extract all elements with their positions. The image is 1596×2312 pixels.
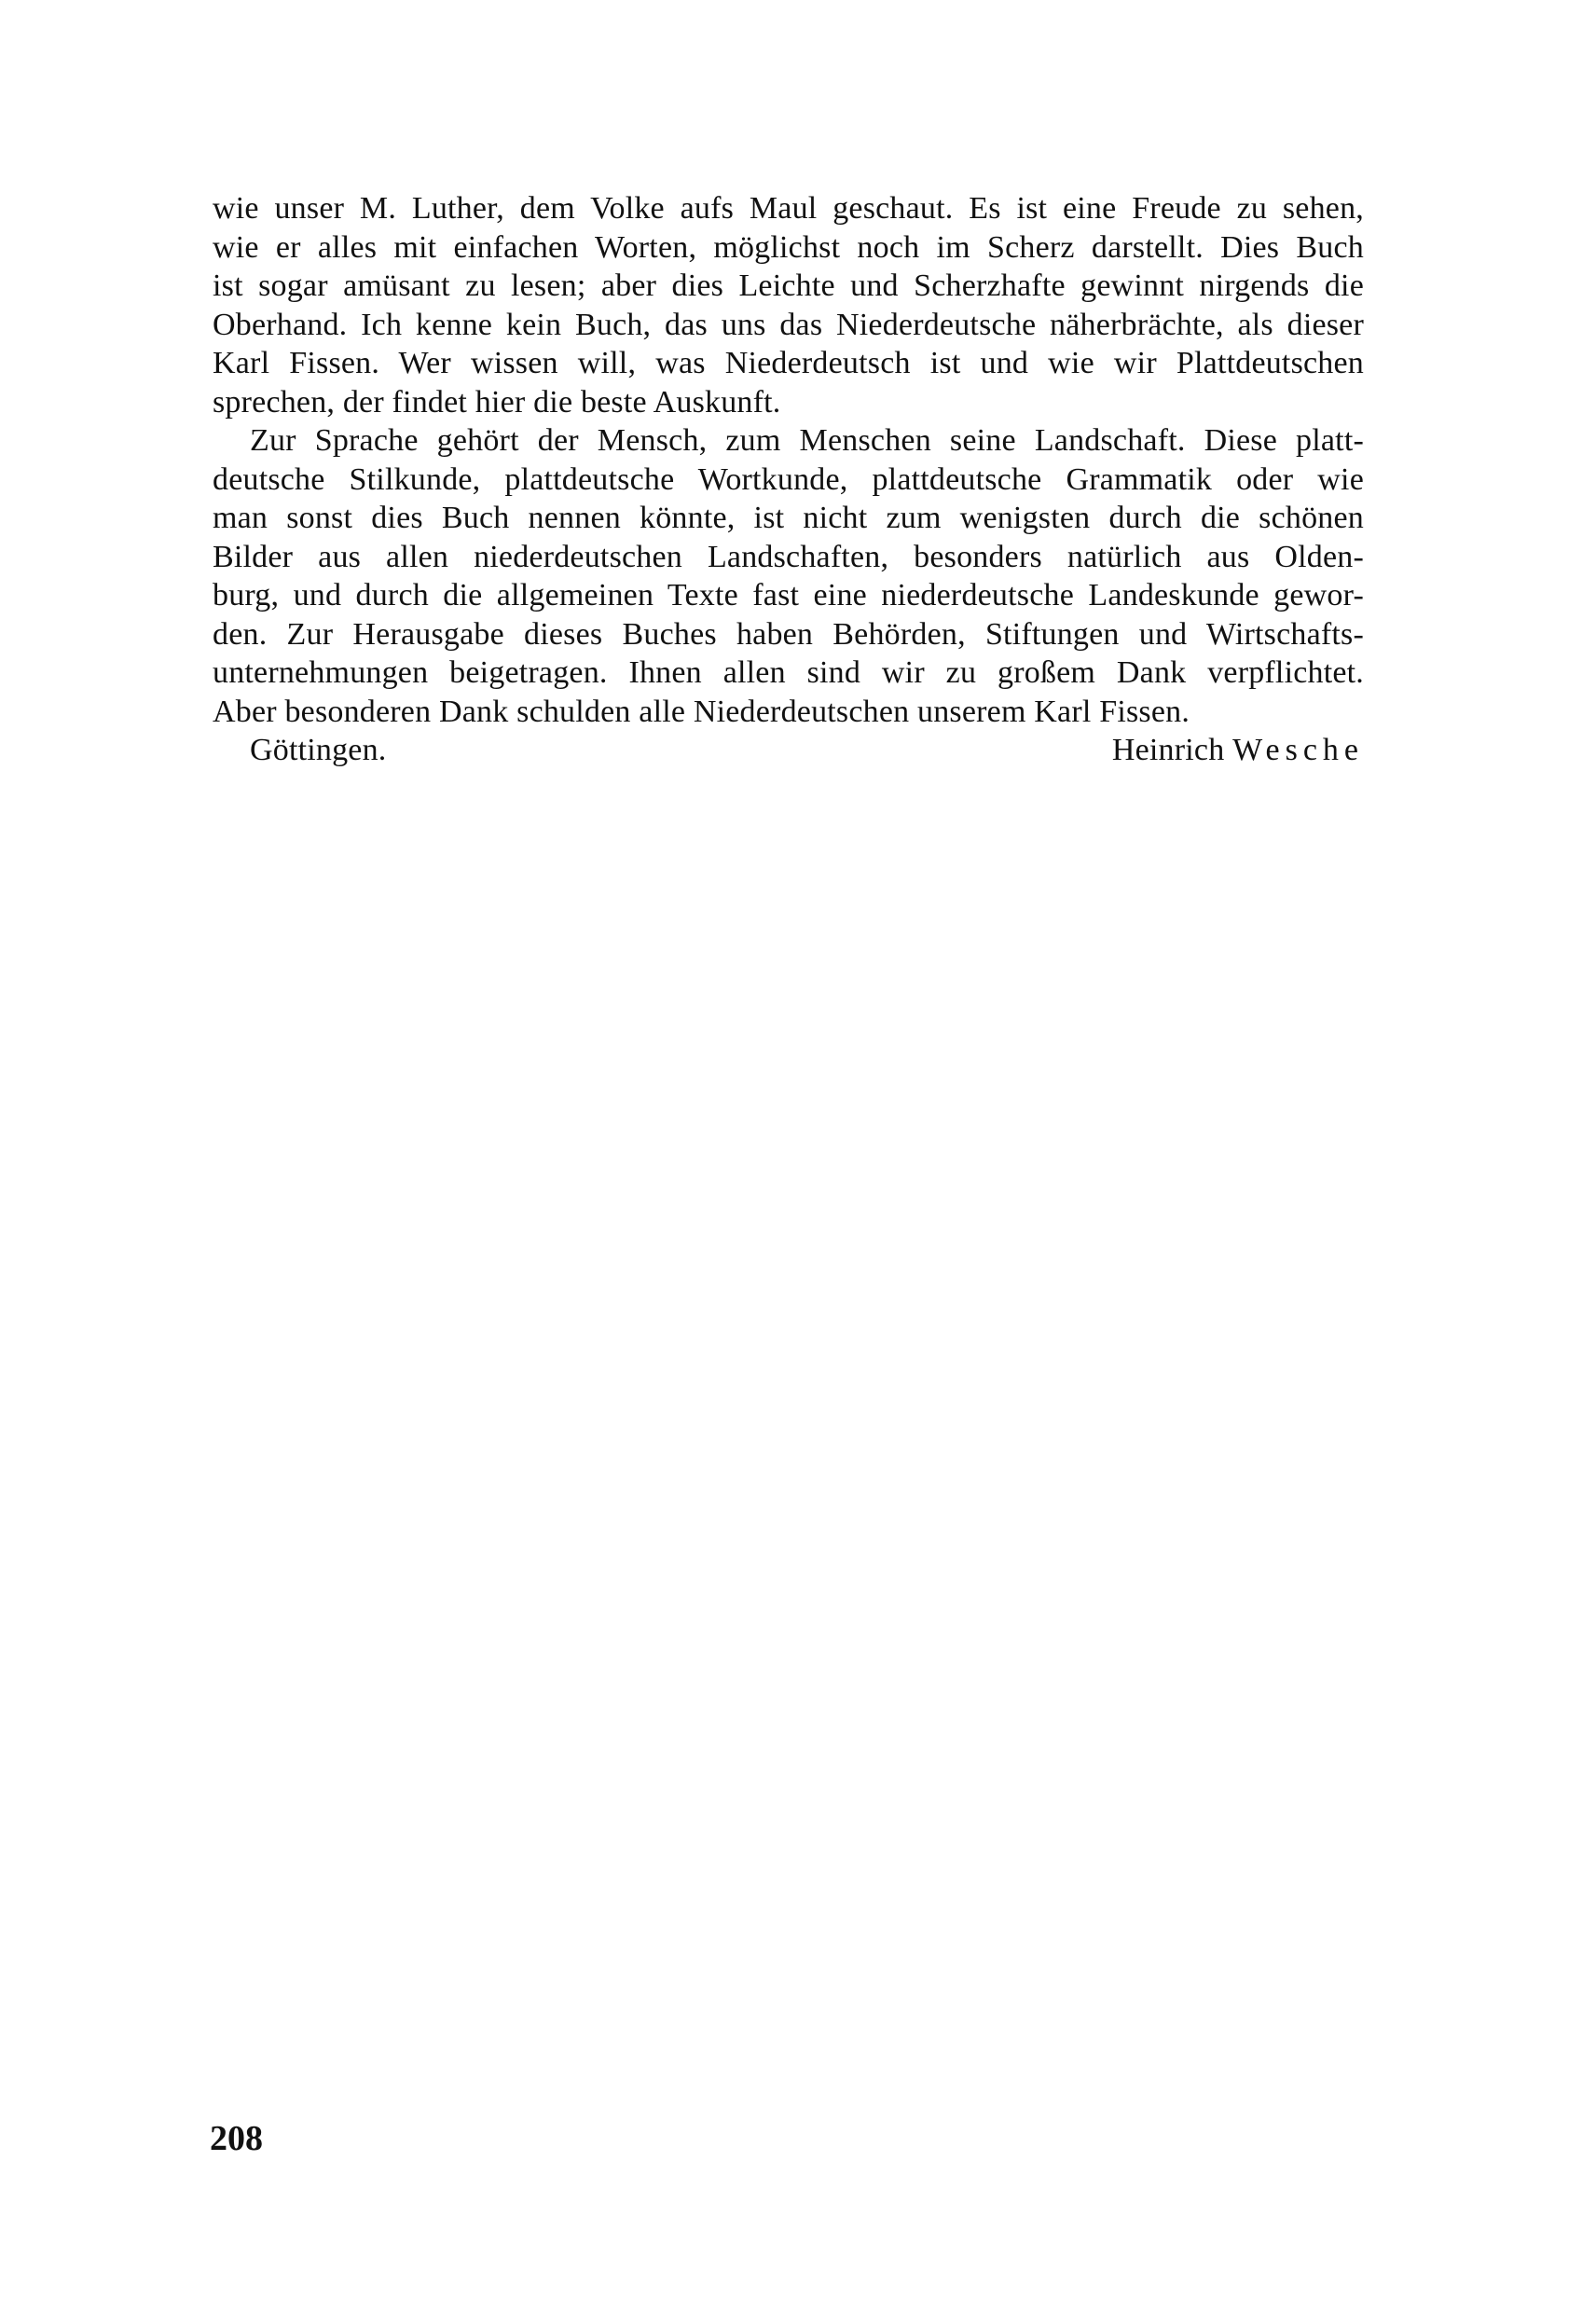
- text-line: wie unser M. Luther, dem Volke aufs Maul geschaut. Es ist eine Freude zu sehen,: [213, 191, 1364, 226]
- text-line: Zur Sprache gehört der Mensch, zum Menschen seine Landschaft. Diese platt-: [250, 423, 1364, 458]
- text-line: unternehmungen beigetragen. Ihnen allen sind wir zu großem Dank verpflichtet.: [213, 655, 1364, 690]
- text-line: Oberhand. Ich kenne kein Buch, das uns das Niederdeutsche näherbrächte, als dieser: [213, 307, 1364, 342]
- text-line: ist sogar amüsant zu lesen; aber dies Leichte und Scherzhafte gewinnt nirgends die: [213, 268, 1364, 303]
- body-text: [213, 189, 1364, 770]
- text-line: den. Zur Herausgabe dieses Buches haben Behörden, Stiftungen und Wirtschafts-: [213, 616, 1364, 652]
- signature-place: Göttingen.: [250, 733, 387, 767]
- paragraph-1: [213, 189, 1364, 421]
- text-line: man sonst dies Buch nennen könnte, ist nicht zum wenigsten durch die schönen: [213, 501, 1364, 535]
- author-first-name: Heinrich: [1111, 733, 1225, 767]
- text-line: wie er alles mit einfachen Worten, möglichst noch im Scherz darstellt. Dies Buch: [213, 229, 1364, 265]
- page-number: 208: [210, 2119, 263, 2158]
- author-last-name: Wesche: [1232, 733, 1364, 767]
- signature-line: [213, 731, 1364, 770]
- signature-author: [1112, 731, 1364, 770]
- text-line: sprechen, der findet hier die beste Auskunft.: [213, 384, 781, 420]
- text-line: burg, und durch die allgemeinen Texte fast eine niederdeutsche Landeskunde gewor-: [213, 578, 1364, 612]
- text-line: Aber besonderen Dank schulden alle Niederdeutschen unserem Karl Fissen.: [213, 694, 1190, 729]
- text-line: deutsche Stilkunde, plattdeutsche Wortkunde, plattdeutsche Grammatik oder wie: [213, 461, 1364, 497]
- text-line: Bilder aus allen niederdeutschen Landschaften, besonders natürlich aus Olden-: [213, 539, 1364, 574]
- paragraph-2: [213, 421, 1364, 731]
- text-line: Karl Fissen. Wer wissen will, was Niederdeutsch ist und wie wir Plattdeutschen: [213, 346, 1364, 380]
